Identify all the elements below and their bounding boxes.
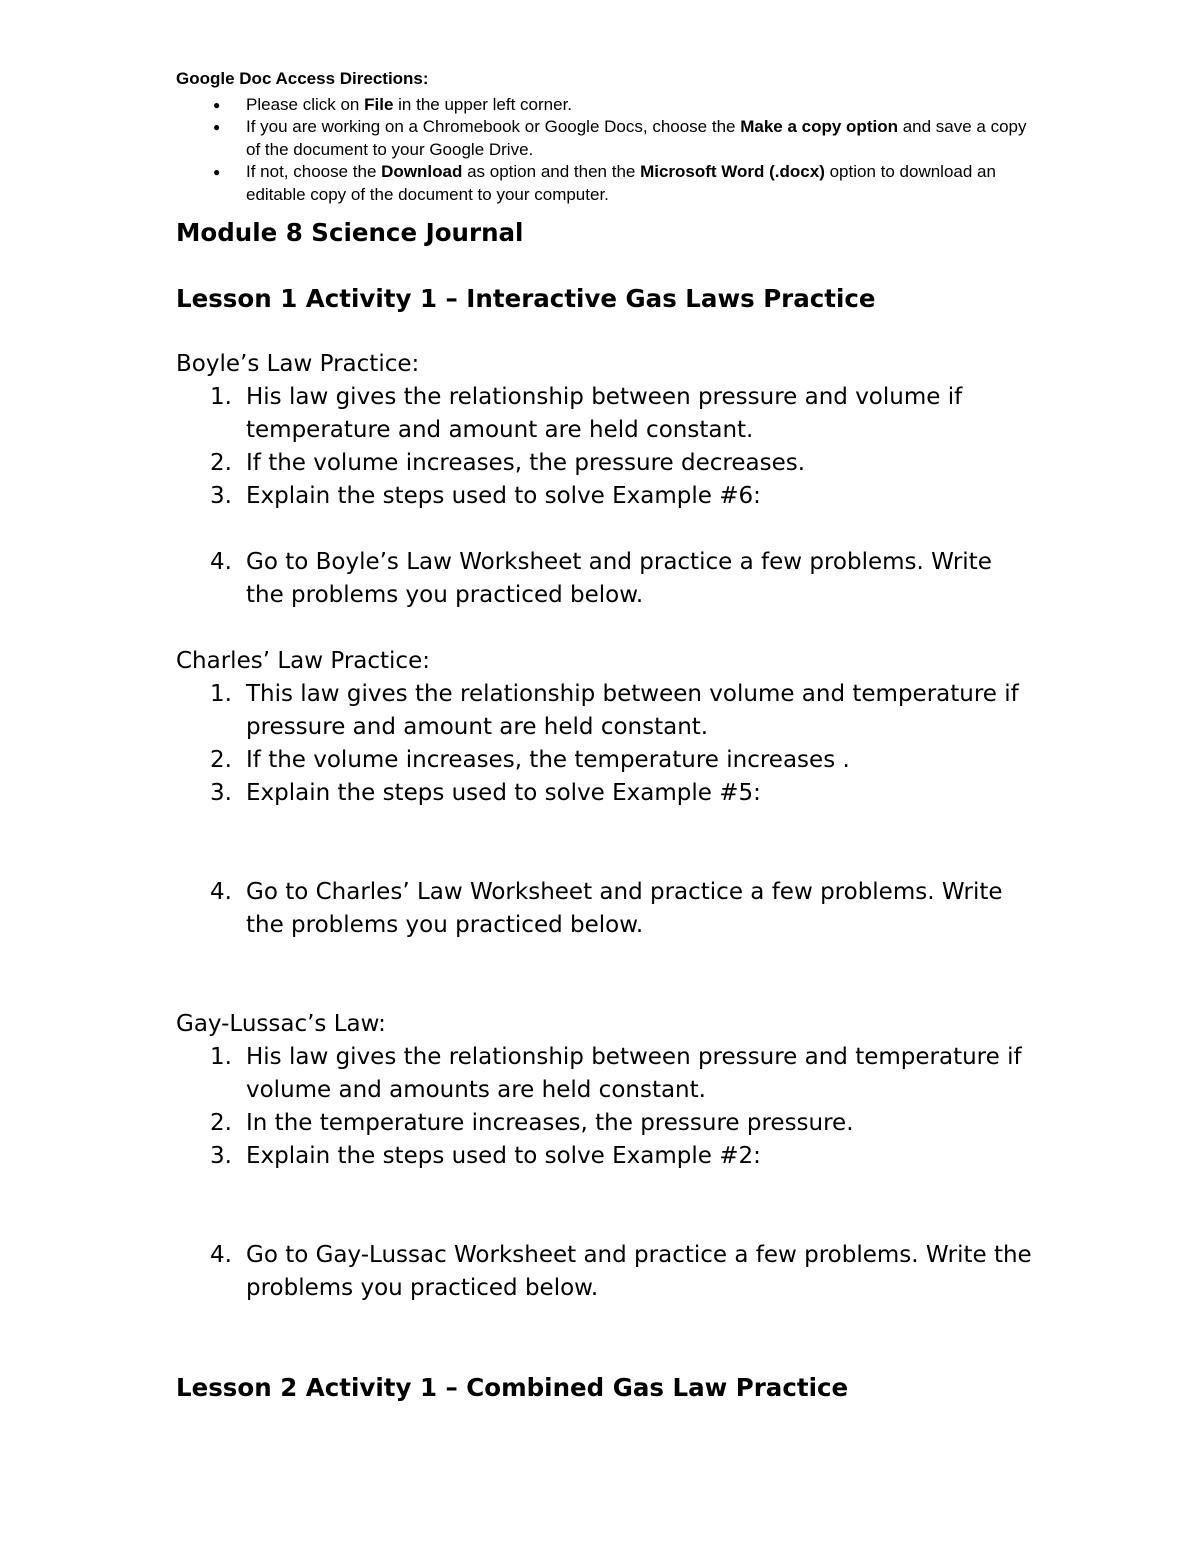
gay-lussac-list [176, 1041, 1036, 1305]
list-item: 4. Go to Gay-Lussac Worksheet and practice a few problems. Write the problems you practiced below. [210, 1242, 1032, 1301]
direction-item: ● Please click on File in the upper left corner. [175, 94, 1036, 117]
directions-list [176, 94, 1036, 207]
bullet-icon: ● [213, 165, 221, 179]
module-title: Module 8 Science Journal [176, 218, 524, 247]
access-directions [176, 68, 1036, 206]
document-page [176, 68, 1036, 1404]
directions-title: Google Doc Access Directions: [176, 69, 429, 88]
direction-item: ● If you are working on a Chromebook or Google Docs, choose the Make a copy option and save a copy of the document to your Google Drive. [213, 117, 1027, 159]
bullet-icon: ● [213, 120, 221, 134]
gay-lussac-section-title: Gay-Lussac’s Law: [176, 1011, 386, 1037]
list-item: 2. If the volume increases, the pressure decreases. [210, 450, 806, 476]
boyle-section-title: Boyle’s Law Practice: [176, 351, 420, 377]
list-item: 3. Explain the steps used to solve Example #5: [210, 780, 761, 806]
charles-section-title: Charles’ Law Practice: [176, 648, 430, 674]
make-copy-reference: Make a copy option [740, 117, 898, 136]
boyle-list [176, 381, 1036, 612]
list-item: 1. His law gives the relationship between pressure and temperature if volume and amounts are held constant. [210, 1044, 1022, 1103]
list-item: 1. This law gives the relationship between volume and temperature if pressure and amount are held constant. [210, 681, 1019, 740]
bullet-icon: ● [213, 97, 221, 112]
word-format-reference: Microsoft Word (.docx) [640, 162, 825, 181]
direction-item: ● If not, choose the Download as option and then the Microsoft Word (.docx) option to download an editable copy of the document to your computer. [213, 162, 996, 204]
list-item: 4. Go to Boyle’s Law Worksheet and practice a few problems. Write the problems you practiced below. [210, 549, 992, 608]
journal-content [176, 216, 1036, 1404]
list-item: 1. His law gives the relationship between pressure and volume if temperature and amount are held constant. [210, 384, 963, 443]
download-reference: Download [381, 162, 463, 181]
list-item: 2. In the temperature increases, the pressure pressure. [210, 1110, 854, 1136]
charles-list [176, 678, 1036, 942]
lesson1-title: Lesson 1 Activity 1 – Interactive Gas Laws Practice [176, 284, 876, 313]
list-item: 2. If the volume increases, the temperature increases . [210, 747, 850, 773]
lesson2-title: Lesson 2 Activity 1 – Combined Gas Law Practice [176, 1373, 849, 1402]
file-menu-reference: File [364, 94, 394, 114]
list-item: 3. Explain the steps used to solve Example #6: [210, 483, 761, 509]
list-item: 4. Go to Charles’ Law Worksheet and practice a few problems. Write the problems you practiced below. [210, 879, 1003, 938]
list-item: 3. Explain the steps used to solve Example #2: [210, 1143, 761, 1169]
